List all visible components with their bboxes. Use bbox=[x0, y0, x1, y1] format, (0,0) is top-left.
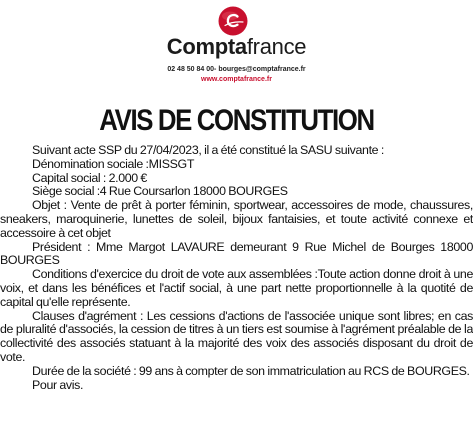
contact-line: 02 48 50 84 00- bourges@comptafrance.fr bbox=[167, 66, 306, 73]
notice-title: AVIS DE CONSTITUTION bbox=[99, 104, 374, 137]
company-name-paragraph: Dénomination sociale :MISSGT bbox=[32, 156, 195, 171]
website-link[interactable]: www.comptafrance.fr bbox=[201, 76, 272, 83]
registered-office-paragraph: Siège social :4 Rue Coursarlon 18000 BOURGES bbox=[32, 184, 288, 199]
brand-name-light: france bbox=[246, 34, 307, 59]
intro-paragraph: Suivant acte SSP du 27/04/2023, il a été constitué la SASU suivante : bbox=[32, 143, 384, 157]
brand-name bbox=[0, 35, 473, 59]
header bbox=[0, 0, 473, 92]
closing-paragraph: Pour avis. bbox=[32, 377, 84, 392]
comptafrance-logo-icon bbox=[218, 6, 248, 36]
president-paragraph: Président : Mme Margot LAVAURE demeurant 9 Rue Michel de Bourges 18000 BOURGES bbox=[0, 239, 473, 268]
notice-body bbox=[0, 144, 473, 392]
purpose-paragraph: Objet : Vente de prêt à porter féminin, sportwear, accessoires de mode, chaussures, sneakers, maroquinerie, lunettes de soleil, bijoux fantaisies, et toute activité connexe et accessoire à cet objet bbox=[0, 198, 473, 240]
brand-name-strong: Compta bbox=[166, 34, 247, 59]
voting-rights-paragraph: Conditions d'exercice du droit de vote aux assemblées :Toute action donne droit à une voix, et dans les bénéfices et l'actif social, à une part nette proportionnelle à la quotité de capital qu'elle représente. bbox=[0, 267, 473, 309]
duration-paragraph: Durée de la société : 99 ans à compter de son immatriculation au RCS de BOURGES. bbox=[32, 363, 470, 378]
approval-clauses-paragraph: Clauses d'agrément : Les cessions d'actions de l'associée unique sont libres; en cas de pluralité d'associés, la cession de titres à un tiers est soumise à l'agrément préalable de la collectivité des associés statuant à la majorité des voix des associés disposant du droit de vote. bbox=[0, 308, 473, 364]
capital-paragraph: Capital social : 2.000 € bbox=[32, 170, 147, 185]
